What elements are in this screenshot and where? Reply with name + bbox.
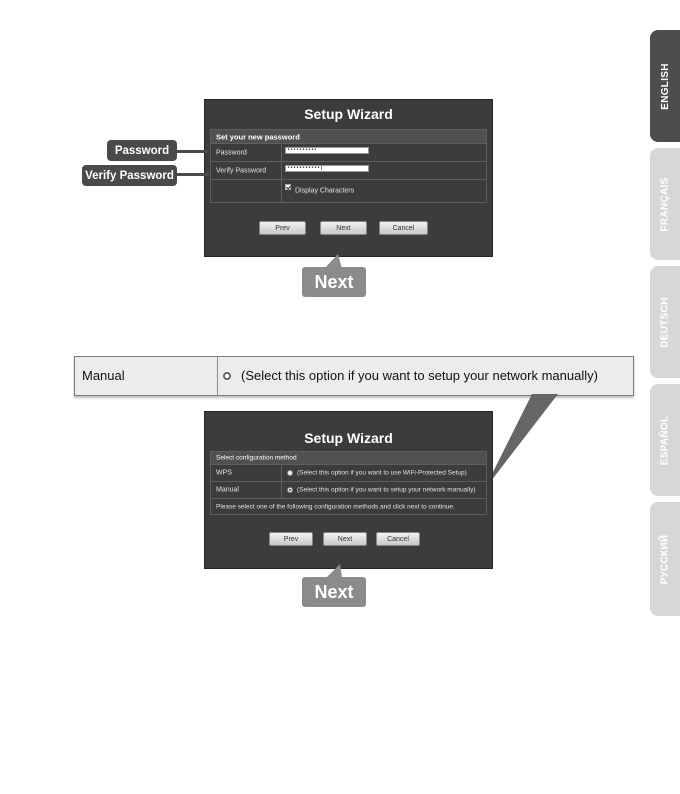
password-label: Password (216, 149, 247, 156)
next-callout-2: Next (302, 577, 366, 607)
tab-russian[interactable] (650, 502, 680, 616)
next-button[interactable]: Next (320, 221, 367, 235)
config-section-header (211, 452, 486, 465)
section-title: Set your new password (216, 132, 300, 141)
password-table (210, 129, 487, 203)
prev-button-2[interactable]: Prev (269, 532, 313, 546)
wps-row (211, 465, 486, 482)
config-section-title: Select configuration method (216, 454, 297, 462)
prev-button[interactable]: Prev (259, 221, 306, 235)
manual-row (211, 482, 486, 499)
password-callout-pointer (176, 150, 209, 153)
display-characters-label: Display Characters (295, 187, 355, 195)
display-characters-checkbox[interactable] (285, 184, 291, 190)
display-characters-row (211, 180, 486, 202)
setup-wizard-config-panel (204, 411, 493, 569)
tab-english[interactable] (650, 30, 680, 142)
password-input[interactable]: •••••••••• (285, 147, 369, 154)
tab-francais-label: FRANÇAIS (659, 176, 671, 232)
wps-option-text: (Select this option if you want to use WiFi-Protected Setup) (297, 469, 467, 477)
section-header (211, 130, 486, 144)
zoom-manual-label: Manual (82, 368, 125, 383)
wizard-title-2: Setup Wizard (304, 430, 393, 446)
tab-francais[interactable] (650, 148, 680, 260)
setup-wizard-password-panel (204, 99, 493, 257)
tab-espanol[interactable] (650, 384, 680, 496)
manual-option-text: (Select this option if you want to setup your network manually) (297, 486, 476, 494)
zoom-manual-radio[interactable] (223, 372, 231, 380)
wps-label: WPS (216, 469, 232, 477)
password-callout: Password (107, 140, 177, 161)
verify-password-callout: Verify Password (82, 165, 177, 186)
wps-radio[interactable] (287, 470, 293, 476)
verify-password-label: Verify Password (216, 167, 267, 174)
wizard-title: Setup Wizard (304, 106, 393, 122)
tab-espanol-label: ESPAÑOL (659, 415, 671, 465)
cancel-button[interactable]: Cancel (379, 221, 428, 235)
verify-password-input[interactable]: •••••••••••| (285, 165, 369, 172)
manual-option-zoom (74, 356, 634, 396)
config-table (210, 451, 487, 515)
manual-label: Manual (216, 486, 239, 494)
tab-english-label: ENGLISH (659, 62, 671, 110)
next-callout-1: Next (302, 267, 366, 297)
config-note: Please select one of the following configuration methods and click next to continue. (216, 503, 455, 510)
tab-russian-label: РУССКИЙ (659, 534, 671, 584)
config-note-row (211, 499, 486, 514)
tab-deutsch[interactable] (650, 266, 680, 378)
verify-password-row (211, 162, 486, 180)
cancel-button-2[interactable]: Cancel (376, 532, 420, 546)
tab-deutsch-label: DEUTSCH (659, 296, 671, 348)
verify-password-callout-pointer (176, 173, 209, 176)
manual-radio[interactable] (287, 487, 293, 493)
password-row (211, 144, 486, 162)
zoom-manual-option-text: (Select this option if you want to setup your network manually) (241, 368, 598, 383)
next-button-2[interactable]: Next (323, 532, 367, 546)
